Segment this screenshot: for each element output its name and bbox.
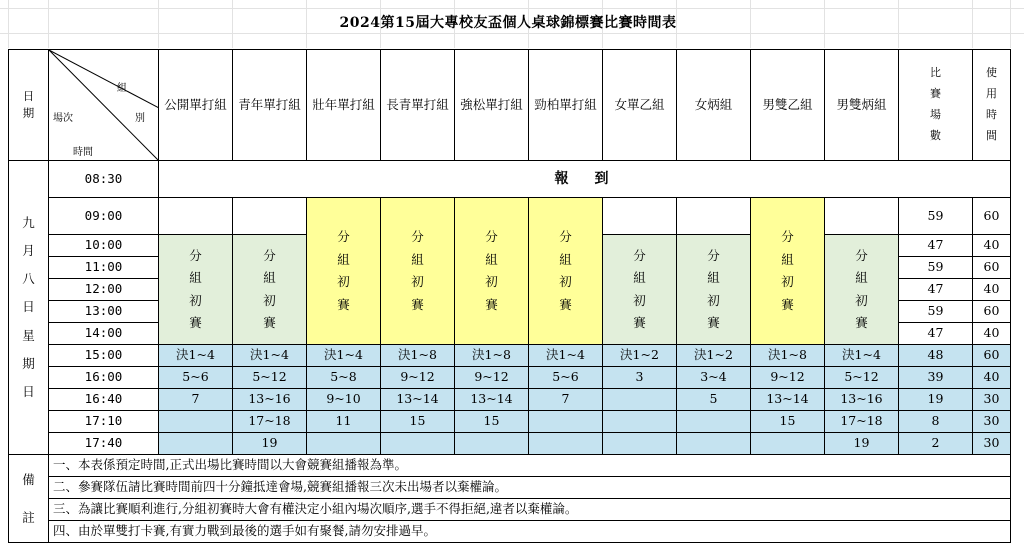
time-cell: 17:10 — [49, 411, 159, 433]
note-row — [9, 455, 1011, 477]
result-cell: 決1~8 — [381, 345, 455, 367]
result-cell: 決1~8 — [455, 345, 529, 367]
duration-cell: 60 — [973, 345, 1011, 367]
day-label: 九月八日星期日 — [22, 215, 35, 399]
stage-label: 分組初賽 — [263, 247, 276, 330]
duration-cell: 40 — [973, 235, 1011, 257]
result-cell — [159, 411, 233, 433]
stage-cell — [529, 198, 603, 345]
result-cell: 9~12 — [381, 367, 455, 389]
result-cell — [307, 433, 381, 455]
stage-label: 分組初賽 — [485, 229, 498, 312]
time-cell: 12:00 — [49, 279, 159, 301]
page-title: 2024第15屆大專校友盃個人桌球錦標賽比賽時間表 — [339, 15, 677, 31]
stage-cell — [455, 198, 529, 345]
grid-line — [8, 0, 9, 48]
result-cell: 13~16 — [233, 389, 307, 411]
grid-line — [898, 0, 899, 48]
group-header: 男雙乙組 — [751, 50, 825, 161]
result-cell: 13~16 — [825, 389, 899, 411]
result-cell: 5~6 — [529, 367, 603, 389]
duration-cell: 30 — [973, 433, 1011, 455]
result-cell — [603, 389, 677, 411]
duration-header-label: 使用時間 — [986, 66, 997, 142]
result-cell: 3~4 — [677, 367, 751, 389]
result-cell: 17~18 — [825, 411, 899, 433]
duration-cell: 60 — [973, 198, 1011, 235]
group-header: 青年單打組 — [233, 50, 307, 161]
result-cell — [751, 433, 825, 455]
matches-header — [899, 50, 973, 161]
stage-cell — [159, 235, 233, 345]
result-cell: 13~14 — [381, 389, 455, 411]
result-cell: 決1~4 — [233, 345, 307, 367]
stage-cell — [233, 235, 307, 345]
header-row — [9, 50, 1011, 161]
group-header: 男雙炳組 — [825, 50, 899, 161]
result-cell: 9~12 — [751, 367, 825, 389]
stage-cell — [751, 198, 825, 345]
stage-cell — [307, 198, 381, 345]
result-cell: 15 — [455, 411, 529, 433]
table-row — [9, 367, 1011, 389]
result-cell — [677, 411, 751, 433]
matches-cell: 47 — [899, 235, 973, 257]
result-cell: 5~8 — [307, 367, 381, 389]
result-cell: 13~14 — [455, 389, 529, 411]
time-cell: 09:00 — [49, 198, 159, 235]
duration-cell: 40 — [973, 323, 1011, 345]
grid-line — [1010, 0, 1011, 48]
result-cell: 17~18 — [233, 411, 307, 433]
result-cell: 決1~8 — [751, 345, 825, 367]
time-cell: 16:00 — [49, 367, 159, 389]
result-cell: 決1~4 — [825, 345, 899, 367]
duration-cell: 60 — [973, 301, 1011, 323]
result-cell: 決1~4 — [529, 345, 603, 367]
result-cell: 5~6 — [159, 367, 233, 389]
grid-line — [0, 8, 1024, 9]
note-text: 二、參賽隊伍請比賽時間前四十分鐘抵達會場,競賽組播報三次未出場者以棄權論。 — [49, 477, 1011, 499]
note-text: 三、為讓比賽順利進行,分組初賽時大會有權決定小組內場次順序,選手不得拒絕,違者以棄權論。 — [49, 499, 1011, 521]
matches-header-label: 比賽場數 — [930, 66, 941, 142]
group-header: 勁柏單打組 — [529, 50, 603, 161]
result-cell: 9~10 — [307, 389, 381, 411]
date-header-label: 日期 — [22, 89, 35, 120]
result-cell: 11 — [307, 411, 381, 433]
stage-cell — [677, 235, 751, 345]
matches-cell: 39 — [899, 367, 973, 389]
matches-cell: 2 — [899, 433, 973, 455]
result-cell: 7 — [159, 389, 233, 411]
result-cell: 5~12 — [233, 367, 307, 389]
matches-cell: 19 — [899, 389, 973, 411]
stage-label: 分組初賽 — [559, 229, 572, 312]
grid-line — [48, 0, 49, 48]
duration-cell: 40 — [973, 279, 1011, 301]
corner-label-type: 別 — [135, 113, 145, 124]
stage-label: 分組初賽 — [855, 247, 868, 330]
stage-label: 分組初賽 — [707, 247, 720, 330]
stage-cell — [381, 198, 455, 345]
time-cell: 16:40 — [49, 389, 159, 411]
matches-cell: 59 — [899, 257, 973, 279]
result-cell — [381, 433, 455, 455]
stage-label: 分組初賽 — [411, 229, 424, 312]
group-header: 女單乙組 — [603, 50, 677, 161]
empty-cell — [233, 198, 307, 235]
note-row — [9, 521, 1011, 543]
group-header: 長青單打組 — [381, 50, 455, 161]
result-cell: 13~14 — [751, 389, 825, 411]
corner-label-group: 組 — [117, 83, 127, 94]
schedule-table — [8, 49, 1011, 543]
corner-header — [49, 50, 159, 161]
note-row — [9, 499, 1011, 521]
time-cell: 10:00 — [49, 235, 159, 257]
stage-cell — [825, 235, 899, 345]
matches-cell: 59 — [899, 301, 973, 323]
empty-cell — [603, 198, 677, 235]
result-cell: 決1~4 — [159, 345, 233, 367]
grid-line — [972, 0, 973, 48]
note-text: 四、由於單雙打卡賽,有實力戰到最後的選手如有聚餐,請勿安排過早。 — [49, 521, 1011, 543]
result-cell — [603, 433, 677, 455]
matches-cell: 47 — [899, 323, 973, 345]
result-cell — [455, 433, 529, 455]
stage-label: 分組初賽 — [633, 247, 646, 330]
result-cell — [529, 411, 603, 433]
duration-cell: 30 — [973, 389, 1011, 411]
group-header: 公開單打組 — [159, 50, 233, 161]
result-cell: 3 — [603, 367, 677, 389]
duration-cell: 40 — [973, 367, 1011, 389]
notes-label-cell — [9, 455, 49, 543]
group-header: 強松單打組 — [455, 50, 529, 161]
result-cell — [529, 433, 603, 455]
note-row — [9, 477, 1011, 499]
duration-cell: 30 — [973, 411, 1011, 433]
empty-cell — [677, 198, 751, 235]
matches-cell: 48 — [899, 345, 973, 367]
time-cell: 14:00 — [49, 323, 159, 345]
result-cell — [603, 411, 677, 433]
duration-cell: 60 — [973, 257, 1011, 279]
matches-cell: 59 — [899, 198, 973, 235]
result-cell — [677, 433, 751, 455]
stage-label: 分組初賽 — [189, 247, 202, 330]
table-row — [9, 389, 1011, 411]
stage-label: 分組初賽 — [337, 229, 350, 312]
notes-label: 備註 — [22, 472, 35, 525]
time-cell: 11:00 — [49, 257, 159, 279]
group-header: 女炳組 — [677, 50, 751, 161]
stage-cell — [603, 235, 677, 345]
time-cell: 08:30 — [49, 161, 159, 198]
empty-cell — [159, 198, 233, 235]
result-cell: 15 — [381, 411, 455, 433]
table-row — [9, 411, 1011, 433]
result-cell: 5~12 — [825, 367, 899, 389]
table-row — [9, 433, 1011, 455]
duration-header — [973, 50, 1011, 161]
result-cell: 決1~4 — [307, 345, 381, 367]
empty-cell — [825, 198, 899, 235]
result-cell: 7 — [529, 389, 603, 411]
corner-label-time: 時間 — [73, 147, 93, 158]
table-row — [9, 198, 1011, 235]
result-cell: 9~12 — [455, 367, 529, 389]
corner-label-sessions: 場次 — [53, 113, 73, 124]
stage-label: 分組初賽 — [781, 229, 794, 312]
table-row — [9, 161, 1011, 198]
result-cell: 19 — [233, 433, 307, 455]
result-cell: 19 — [825, 433, 899, 455]
date-header — [9, 50, 49, 161]
result-cell: 5 — [677, 389, 751, 411]
result-cell: 決1~2 — [603, 345, 677, 367]
time-cell: 15:00 — [49, 345, 159, 367]
matches-cell: 8 — [899, 411, 973, 433]
time-cell: 17:40 — [49, 433, 159, 455]
group-header: 壯年單打組 — [307, 50, 381, 161]
note-text: 一、本表係預定時間,正式出場比賽時間以大會競賽組播報為準。 — [49, 455, 1011, 477]
time-cell: 13:00 — [49, 301, 159, 323]
table-row — [9, 345, 1011, 367]
day-cell — [9, 161, 49, 455]
checkin-cell: 報 到 — [159, 161, 1011, 198]
matches-cell: 47 — [899, 279, 973, 301]
diagonal-lines — [49, 50, 159, 161]
result-cell — [159, 433, 233, 455]
result-cell: 15 — [751, 411, 825, 433]
result-cell: 決1~2 — [677, 345, 751, 367]
